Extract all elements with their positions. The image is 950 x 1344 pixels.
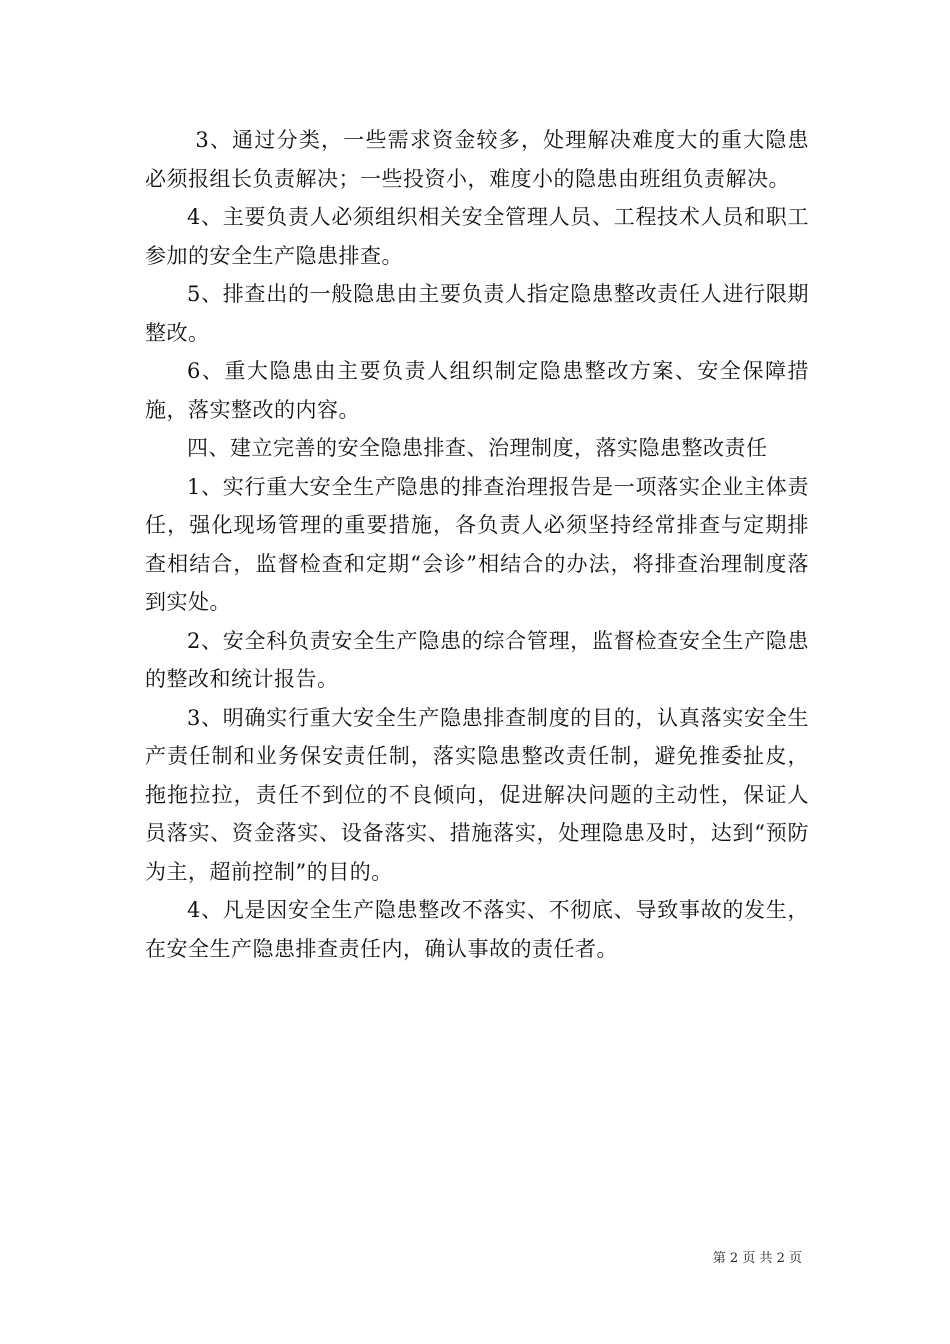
paragraph-item-5: 5、排查出的一般隐患由主要负责人指定隐患整改责任人进行限期整改。 <box>145 282 809 345</box>
paragraph-item-3: 3、通过分类，一些需求资金较多，处理解决难度大的重大隐患必须报组长负责解决；一些投资小，难度小的隐患由班组负责解决。 <box>145 128 809 191</box>
document-body <box>145 121 809 968</box>
paragraph-section4-item-3: 3、明确实行重大安全生产隐患排查制度的目的，认真落实安全生产责任制和业务保安责任制，落实隐患整改责任制，避免推委扯皮，拖拖拉拉，责任不到位的不良倾向，促进解决问题的主动性，保证人员落实、资金落实、设备落实、措施落实，处理隐患及时，达到“预防为主，超前控制”的目的。 <box>145 705 809 884</box>
paragraph-item-6: 6、重大隐患由主要负责人组织制定隐患整改方案、安全保障措施，落实整改的内容。 <box>145 359 809 422</box>
paragraph-item-4: 4、主要负责人必须组织相关安全管理人员、工程技术人员和职工参加的安全生产隐患排查。 <box>145 205 809 268</box>
page-number-footer: 第 2 页 共 2 页 <box>712 1251 802 1266</box>
paragraph-section4-item-1: 1、实行重大安全生产隐患的排查治理报告是一项落实企业主体责任，强化现场管理的重要措施，各负责人必须坚持经常排查与定期排查相结合，监督检查和定期“会诊”相结合的办法，将排查治理制度落到实处。 <box>145 474 809 614</box>
paragraph-section4-item-2: 2、安全科负责安全生产隐患的综合管理，监督检查安全生产隐患的整改和统计报告。 <box>145 628 809 691</box>
section-heading-4: 四、建立完善的安全隐患排查、治理制度，落实隐患整改责任 <box>187 436 768 460</box>
paragraph-section4-item-4: 4、凡是因安全生产隐患整改不落实、不彻底、导致事故的发生，在安全生产隐患排查责任内，确认事故的责任者。 <box>145 898 809 961</box>
